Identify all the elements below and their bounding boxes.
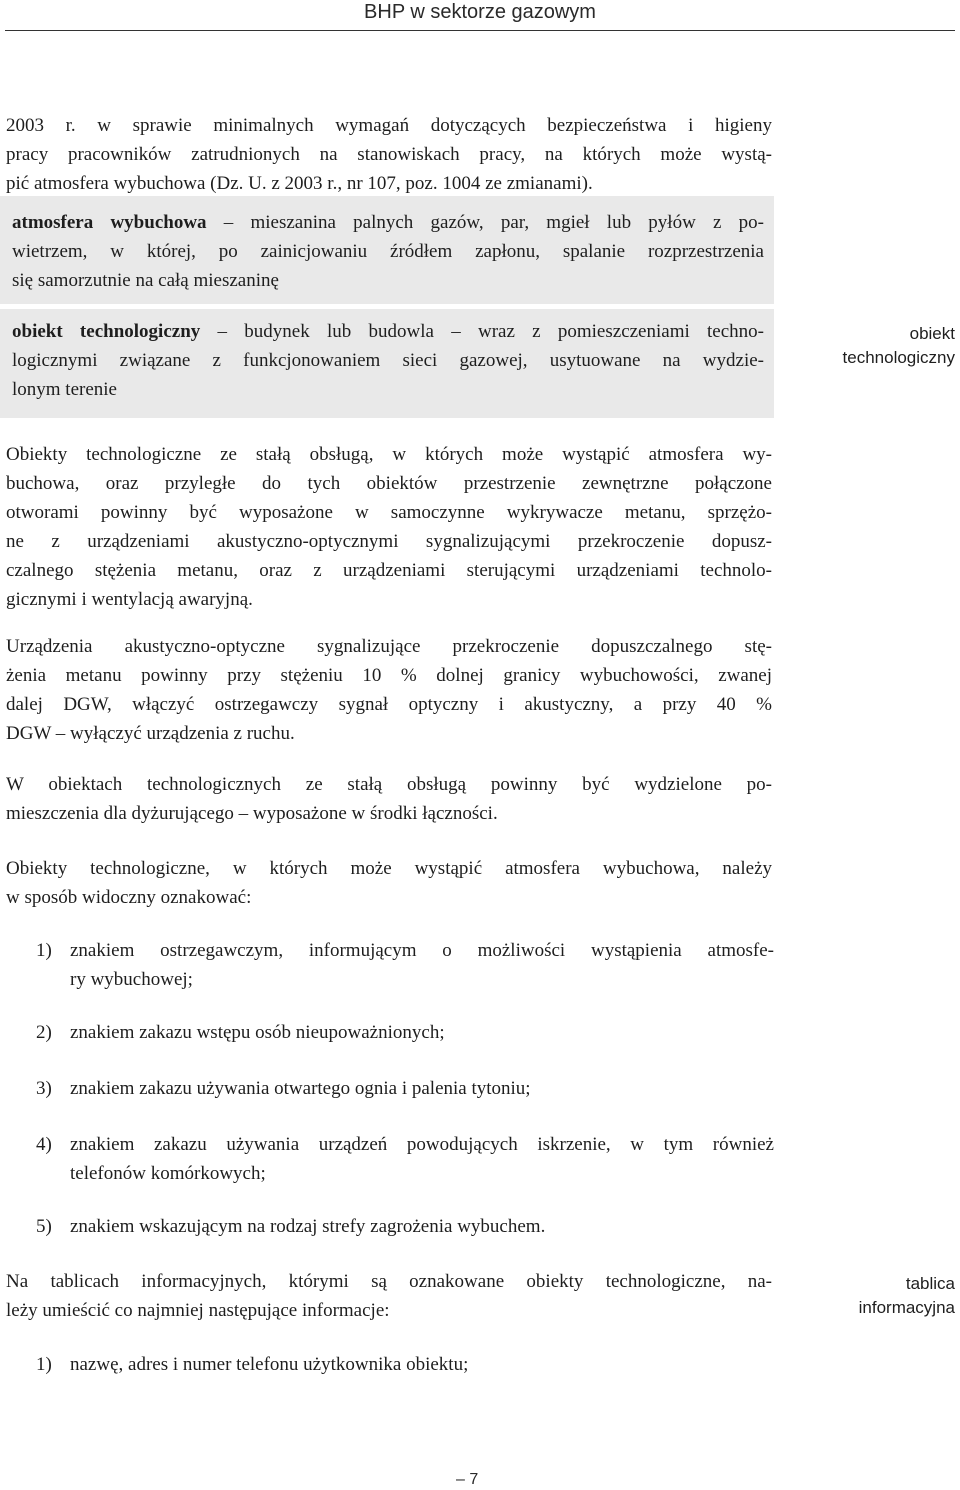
text-line: nazwę, adres i numer telefonu użytkownika obiektu; bbox=[70, 1354, 469, 1375]
page-number: – 7 bbox=[456, 1471, 479, 1488]
text-line: znakiem zakazu używania urządzeń powodujących iskrzenie, w tym również bbox=[70, 1134, 774, 1155]
definition-term: atmosfera wybuchowa bbox=[12, 212, 207, 233]
list-number: 5) bbox=[36, 1216, 52, 1237]
text-line: logicznymi związane z funkcjonowaniem sieci gazowej, usytuowane na wydzie- bbox=[12, 350, 764, 371]
text-line: pracy pracowników zatrudnionych na stanowiskach pracy, na których może wystą- bbox=[6, 144, 772, 165]
text-line: mieszczenia dla dyżurującego – wyposażone w środki łączności. bbox=[6, 803, 498, 824]
text-line: lonym terenie bbox=[12, 379, 117, 400]
text-line: znakiem wskazującym na rodzaj strefy zagrożenia wybuchem. bbox=[70, 1216, 546, 1237]
definition-box-atmosfera bbox=[0, 196, 774, 304]
margin-note-line: informacyjna bbox=[858, 1298, 955, 1317]
text-line: buchowa, oraz przyległe do tych obiektów przestrzenie zewnętrzne połączone bbox=[6, 473, 772, 494]
text-line: znakiem ostrzegawczym, informującym o możliwości wystąpienia atmosfe- bbox=[70, 940, 774, 961]
list-text bbox=[70, 936, 774, 994]
definition-text: – mieszanina palnych gazów, par, mgieł lub pyłów z po- bbox=[206, 212, 764, 233]
text-line: wietrzem, w której, po zainicjowaniu źródłem zapłonu, spalanie rozprzestrzenia bbox=[12, 241, 764, 262]
margin-note-line: technologiczny bbox=[842, 348, 955, 367]
list-number: 3) bbox=[36, 1078, 52, 1099]
text-line: Obiekty technologiczne, w których może wystąpić atmosfera wybuchowa, należy bbox=[6, 858, 772, 879]
text-line: Na tablicach informacyjnych, którymi są oznakowane obiekty technologiczne, na- bbox=[6, 1271, 772, 1292]
text-line: Urządzenia akustyczno-optyczne sygnalizujące przekroczenie dopuszczalnego stę- bbox=[6, 636, 772, 657]
text-line: się samorzutnie na całą mieszaninę bbox=[12, 270, 279, 291]
list-number: 1) bbox=[36, 940, 52, 961]
list-text bbox=[70, 1018, 774, 1047]
list-number: 2) bbox=[36, 1022, 52, 1043]
text-line: telefonów komórkowych; bbox=[70, 1163, 266, 1184]
margin-note-line: tablica bbox=[905, 1274, 955, 1293]
text-line: żenia metanu powinny przy stężeniu 10 % dolnej granicy wybuchowości, zwanej bbox=[6, 665, 772, 686]
definition-text: – budynek lub budowla – wraz z pomieszczeniami techno- bbox=[200, 321, 764, 342]
list-number: 1) bbox=[36, 1354, 52, 1375]
running-header: BHP w sektorze gazowym bbox=[364, 1, 596, 23]
text-line: dalej DGW, włączyć ostrzegawczy sygnał optyczny i akustyczny, a przy 40 % bbox=[6, 694, 772, 715]
text-line: czalnego stężenia metanu, oraz z urządzeniami sterującymi urządzeniami technolo- bbox=[6, 560, 772, 581]
text-line: ry wybuchowej; bbox=[70, 969, 193, 990]
paragraph-duty-room bbox=[6, 770, 772, 828]
text-line bbox=[12, 208, 764, 237]
text-line: leży umieścić co najmniej następujące informacje: bbox=[6, 1300, 390, 1321]
paragraph-info-board bbox=[6, 1267, 772, 1325]
margin-note-line: obiekt bbox=[909, 324, 955, 343]
list-text bbox=[70, 1130, 774, 1188]
text-line bbox=[12, 317, 764, 346]
header-rule bbox=[5, 30, 955, 31]
text-line: gicznymi i wentylacją awaryjną. bbox=[6, 589, 253, 610]
definition-term: obiekt technologiczny bbox=[12, 321, 201, 342]
margin-note-tablica bbox=[795, 1272, 955, 1320]
text-line: otworami powinny być wyposażone w samoczynne wykrywacze metanu, sprzężo- bbox=[6, 502, 772, 523]
text-line: Obiekty technologiczne ze stałą obsługą, w których może wystąpić atmosfera wy- bbox=[6, 444, 772, 465]
intro-paragraph bbox=[6, 111, 772, 198]
text-line: W obiektach technologicznych ze stałą obsługą powinny być wydzielone po- bbox=[6, 774, 772, 795]
text-line: w sposób widoczny oznakować: bbox=[6, 887, 252, 908]
text-line: znakiem zakazu wstępu osób nieupoważnionych; bbox=[70, 1022, 445, 1043]
text-line: pić atmosfera wybuchowa (Dz. U. z 2003 r., nr 107, poz. 1004 ze zmianami). bbox=[6, 173, 593, 194]
text-line: znakiem zakazu używania otwartego ognia i palenia tytoniu; bbox=[70, 1078, 531, 1099]
paragraph-alarms bbox=[6, 632, 772, 748]
list-text bbox=[70, 1350, 774, 1379]
paragraph-detectors bbox=[6, 440, 772, 614]
list-number: 4) bbox=[36, 1134, 52, 1155]
paragraph-marking bbox=[6, 854, 772, 912]
list-text bbox=[70, 1074, 774, 1103]
definition-box-obiekt bbox=[0, 309, 774, 418]
list-text bbox=[70, 1212, 774, 1241]
text-line: ne z urządzeniami akustyczno-optycznymi sygnalizującymi przekroczenie dopusz- bbox=[6, 531, 772, 552]
text-line: 2003 r. w sprawie minimalnych wymagań dotyczących bezpieczeństwa i higieny bbox=[6, 115, 772, 136]
text-line: DGW – wyłączyć urządzenia z ruchu. bbox=[6, 723, 295, 744]
margin-note-obiekt bbox=[795, 322, 955, 370]
